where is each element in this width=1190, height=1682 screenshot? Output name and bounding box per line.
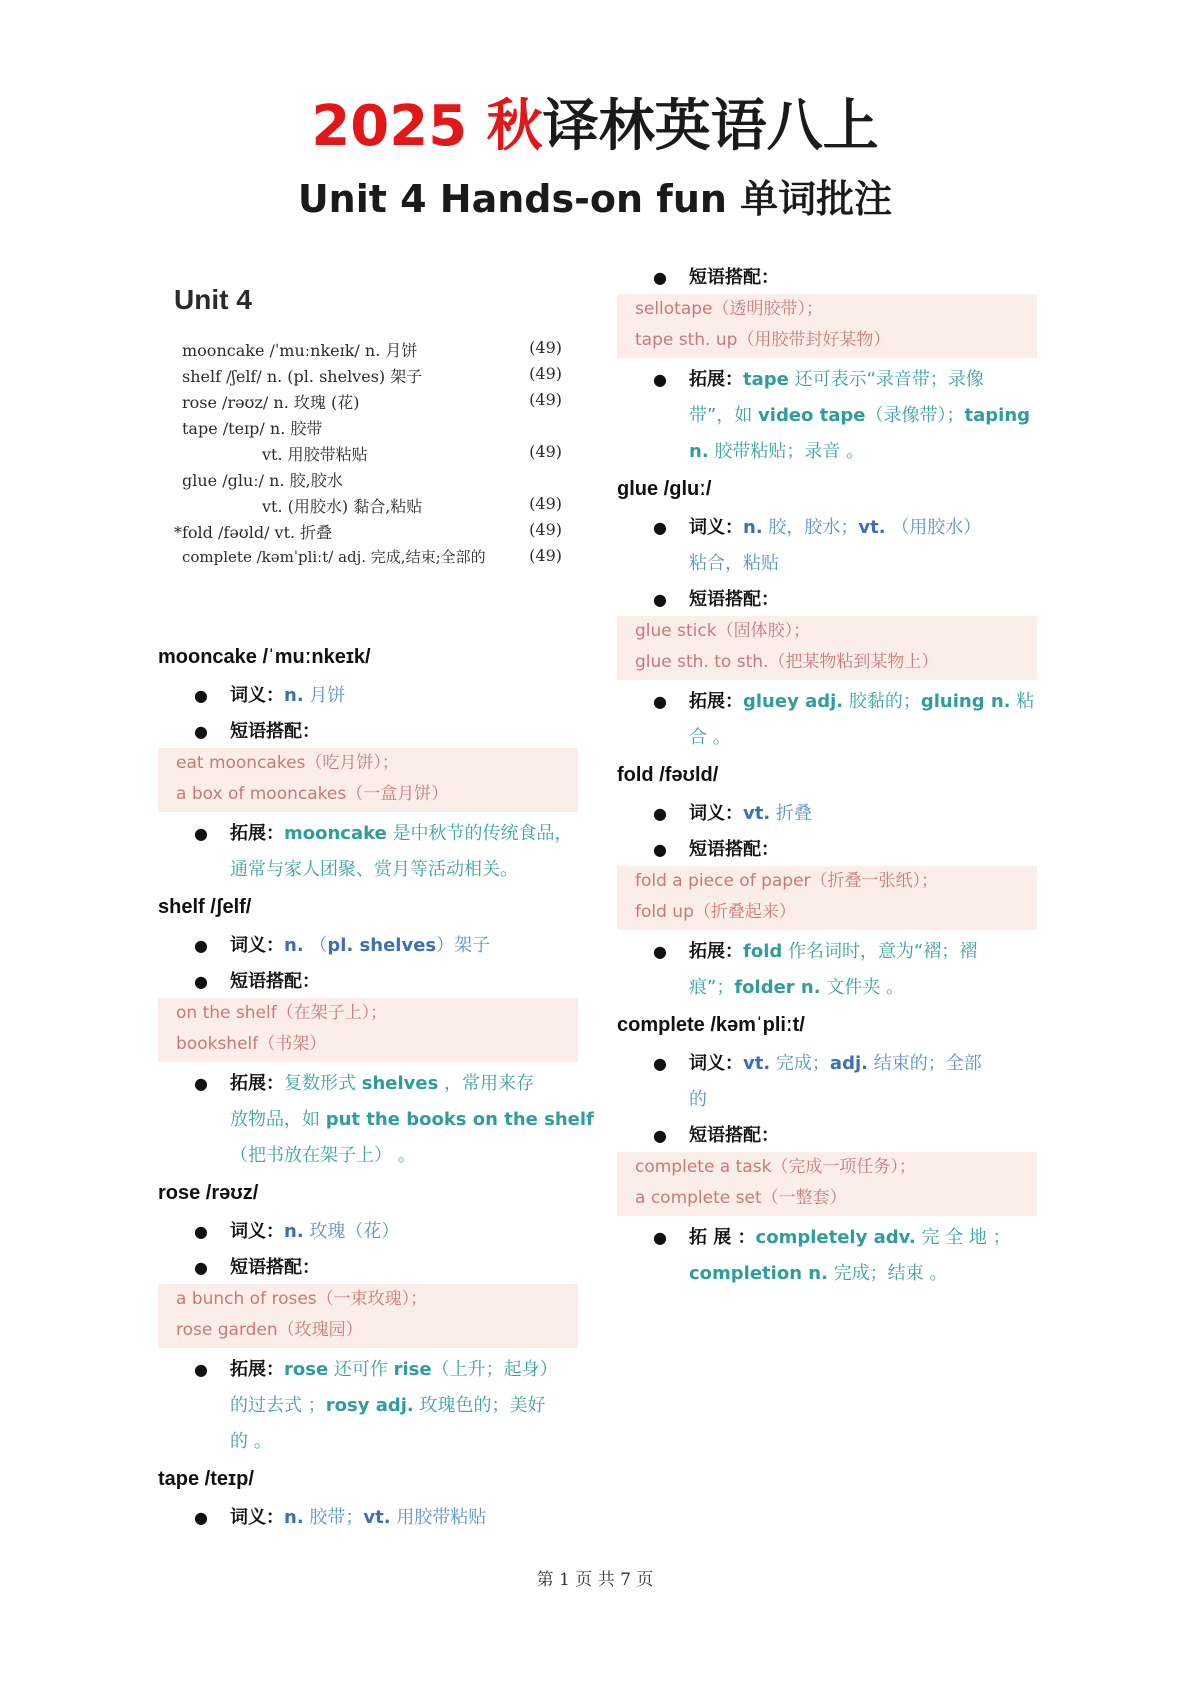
entry-headword: mooncake /ˈmuːnkeɪk/ xyxy=(158,646,371,668)
ext-term: put the books on the shelf xyxy=(325,1109,594,1130)
phrase: glue stick（固体胶）； xyxy=(635,621,811,641)
ext-term: n. xyxy=(689,441,709,462)
bullet-icon: ● xyxy=(653,518,667,537)
right-column xyxy=(617,0,1037,1682)
meaning: 的 xyxy=(689,1089,707,1110)
label-phrases: 短语搭配： xyxy=(689,589,779,610)
pos: n. xyxy=(284,935,304,956)
ext-term: rise xyxy=(393,1359,432,1380)
phrase-box xyxy=(617,866,1037,930)
label-extend: 拓 展 ： xyxy=(689,1227,756,1248)
meaning: （ xyxy=(309,935,328,956)
ext-text: 粘 xyxy=(1010,691,1035,712)
bullet-icon: ● xyxy=(194,722,208,741)
ext-text: 是中秋节的传统食品， xyxy=(386,823,573,844)
label-extend: 拓展： xyxy=(689,941,743,962)
ext-term: gluey adj. xyxy=(743,691,844,712)
phrase: a complete set（一整套） xyxy=(635,1188,847,1208)
bullet-icon: ● xyxy=(194,1074,208,1093)
wordlist-page: (49) xyxy=(529,442,562,461)
bullet-icon: ● xyxy=(194,936,208,955)
phrase-box xyxy=(617,1152,1037,1216)
ext-term: tape xyxy=(743,369,789,390)
label-phrases: 短语搭配： xyxy=(689,839,779,860)
bullet-icon: ● xyxy=(653,1126,667,1145)
wordlist-text: shelf /ʃelf/ n. (pl. shelves) 架子 xyxy=(182,367,423,386)
meaning: 玫瑰（花） xyxy=(309,1221,400,1242)
ext-text: 还可作 xyxy=(328,1359,394,1380)
bullet-icon: ● xyxy=(653,942,667,961)
ext-text: 文件夹 。 xyxy=(820,977,905,998)
phrase: eat mooncakes（吃月饼）； xyxy=(176,753,399,773)
entry-headword: fold /fəʊld/ xyxy=(617,764,719,786)
ext-term: fold xyxy=(743,941,783,962)
page-footer: 第 1 页 共 7 页 xyxy=(536,1570,654,1590)
pos: n. xyxy=(284,685,304,706)
wordlist-text: rose /rəʊz/ n. 玫瑰 (花) xyxy=(182,393,360,412)
wordlist-text: glue /gluː/ n. 胶,胶水 xyxy=(182,471,343,490)
entry-headword: glue /gluː/ xyxy=(617,478,712,500)
wordlist-heading: Unit 4 xyxy=(174,284,252,315)
wordlist-page: (49) xyxy=(529,364,562,383)
phrase: complete a task（完成一项任务）； xyxy=(635,1157,916,1177)
bullet-icon: ● xyxy=(653,804,667,823)
bullet-icon: ● xyxy=(194,1222,208,1241)
label-extend: 拓展： xyxy=(230,1359,284,1380)
meaning: 月饼 xyxy=(309,685,346,706)
ext-text: 通常与家人团聚、赏月等活动相关。 xyxy=(230,859,518,880)
title-rest: 译林英语八上 xyxy=(542,94,879,159)
label-meaning: 词义： xyxy=(689,1053,743,1074)
phrase-box xyxy=(617,294,1037,358)
title-year: 2025 xyxy=(311,94,468,159)
ext-text: 的 。 xyxy=(230,1431,272,1452)
wordlist-text: vt. (用胶水) 黏合,粘贴 xyxy=(262,497,423,516)
ext-term: taping xyxy=(964,405,1031,426)
left-column xyxy=(158,0,594,1682)
ext-term: completely adv. xyxy=(755,1227,916,1248)
phrase-box xyxy=(158,998,578,1062)
ext-text: 完成；结束 。 xyxy=(827,1263,948,1284)
phrase: sellotape（透明胶带）； xyxy=(635,299,823,319)
ext-text: 复数形式 xyxy=(284,1073,362,1094)
label-phrases: 短语搭配： xyxy=(230,1257,320,1278)
ext-term: mooncake xyxy=(284,823,387,844)
entry-headword: shelf /ʃelf/ xyxy=(158,896,252,918)
bullet-icon: ● xyxy=(194,1258,208,1277)
label-meaning: 词义： xyxy=(689,803,743,824)
bullet-icon: ● xyxy=(653,1228,667,1247)
pos: n. xyxy=(743,517,763,538)
wordlist-text: mooncake /ˈmuːnkeɪk/ n. 月饼 xyxy=(182,341,418,360)
phrase: rose garden（玫瑰园） xyxy=(176,1320,363,1340)
meaning: 结束的；全部 xyxy=(873,1053,982,1074)
label-meaning: 词义： xyxy=(230,1507,284,1528)
phrase-box xyxy=(617,616,1037,680)
pos: n. xyxy=(284,1221,304,1242)
wordlist-page: (49) xyxy=(529,338,562,357)
meaning: ）架子 xyxy=(436,935,491,956)
phrase: bookshelf（书架） xyxy=(176,1034,327,1054)
pos: n. xyxy=(284,1507,304,1528)
plural-form: pl. shelves xyxy=(327,935,437,956)
meaning: 用胶带粘贴 xyxy=(396,1507,487,1528)
bullet-icon: ● xyxy=(653,840,667,859)
meaning: 粘合，粘贴 xyxy=(689,553,779,574)
pos: vt. xyxy=(858,517,886,538)
wordlist-text: complete /kəmˈpliːt/ adj. 完成,结束;全部的 xyxy=(182,548,486,566)
wordlist-text: tape /teɪp/ n. 胶带 xyxy=(182,419,323,438)
pos: vt. xyxy=(743,1053,771,1074)
entry-headword: tape /teɪp/ xyxy=(158,1468,254,1490)
wordlist-page: (49) xyxy=(529,546,562,565)
phrase: glue sth. to sth.（把某物粘到某物上） xyxy=(635,652,939,672)
bullet-icon: ● xyxy=(653,268,667,287)
phrase: on the shelf（在架子上）； xyxy=(176,1003,388,1023)
label-phrases: 短语搭配： xyxy=(689,1125,779,1146)
pos: adj. xyxy=(829,1053,868,1074)
wordlist-text: vt. 用胶带粘贴 xyxy=(262,445,368,464)
pos: vt. xyxy=(743,803,771,824)
ext-term: rosy adj. xyxy=(325,1395,414,1416)
page-subtitle: Unit 4 Hands-on fun 单词批注 xyxy=(297,177,893,221)
label-meaning: 词义： xyxy=(230,935,284,956)
pos: vt. xyxy=(363,1507,391,1528)
phrase: a box of mooncakes（一盒月饼） xyxy=(176,784,449,804)
label-extend: 拓展： xyxy=(689,369,743,390)
phrase-box xyxy=(158,748,578,812)
ext-text: 的过去式 ； xyxy=(230,1395,326,1416)
bullet-icon: ● xyxy=(653,1054,667,1073)
bullet-icon: ● xyxy=(653,692,667,711)
ext-text: 玫瑰色的；美好 xyxy=(413,1395,546,1416)
ext-text: 胶带粘贴；录音 。 xyxy=(708,441,865,462)
ext-text: 完 全 地 ； xyxy=(915,1227,1011,1248)
ext-text: （录像带）； xyxy=(865,405,965,426)
meaning: 胶带； xyxy=(309,1507,364,1528)
entry-headword: rose /rəʊz/ xyxy=(158,1182,259,1204)
bullet-icon: ● xyxy=(194,1360,208,1379)
ext-term: completion n. xyxy=(689,1263,828,1284)
meaning: 完成； xyxy=(775,1053,830,1074)
label-meaning: 词义： xyxy=(689,517,743,538)
ext-text: 作名词时，意为“褶；褶 xyxy=(782,941,978,962)
wordlist-page: (49) xyxy=(529,390,562,409)
wordlist-page: (49) xyxy=(529,520,562,539)
ext-text: 胶黏的； xyxy=(843,691,921,712)
bullet-icon: ● xyxy=(653,590,667,609)
ext-term: video tape xyxy=(758,405,866,426)
label-phrases: 短语搭配： xyxy=(230,971,320,992)
phrase: fold a piece of paper（折叠一张纸）； xyxy=(635,871,939,891)
ext-text: 还可表示“录音带；录像 xyxy=(788,369,984,390)
ext-term: shelves xyxy=(361,1073,439,1094)
bullet-icon: ● xyxy=(653,370,667,389)
ext-text: 带”，如 xyxy=(689,405,759,426)
label-extend: 拓展： xyxy=(230,1073,284,1094)
bullet-icon: ● xyxy=(194,686,208,705)
label-meaning: 词义： xyxy=(230,685,284,706)
phrase: a bunch of roses（一束玫瑰）； xyxy=(176,1289,428,1309)
bullet-icon: ● xyxy=(194,972,208,991)
label-extend: 拓展： xyxy=(689,691,743,712)
bullet-icon: ● xyxy=(194,824,208,843)
ext-text: ，常用来存 xyxy=(438,1073,535,1094)
meaning: （用胶水） xyxy=(891,517,982,538)
label-phrases: 短语搭配： xyxy=(689,267,779,288)
ext-text: 痕”； xyxy=(689,977,735,998)
ext-text: （把书放在架子上） 。 xyxy=(230,1145,416,1166)
entry-headword: complete /kəmˈpliːt/ xyxy=(617,1014,805,1036)
ext-text: （上升；起身） xyxy=(431,1359,558,1380)
meaning: 折叠 xyxy=(775,803,812,824)
label-meaning: 词义： xyxy=(230,1221,284,1242)
wordlist-page: (49) xyxy=(529,494,562,513)
ext-text: 放物品，如 xyxy=(230,1109,326,1130)
label-extend: 拓展： xyxy=(230,823,284,844)
ext-text: 合 。 xyxy=(689,727,731,748)
label-phrases: 短语搭配： xyxy=(230,721,320,742)
ext-term: folder n. xyxy=(734,977,821,998)
bullet-icon: ● xyxy=(194,1508,208,1527)
phrase-box xyxy=(158,1284,578,1348)
phrase: tape sth. up（用胶带封好某物） xyxy=(635,330,891,350)
ext-term: gluing n. xyxy=(920,691,1011,712)
meaning: 胶，胶水； xyxy=(768,517,859,538)
ext-term: rose xyxy=(284,1359,329,1380)
title-autumn: 秋 xyxy=(486,94,543,159)
phrase: fold up（折叠起来） xyxy=(635,902,796,922)
wordlist-text: *fold /fəʊld/ vt. 折叠 xyxy=(174,523,333,542)
